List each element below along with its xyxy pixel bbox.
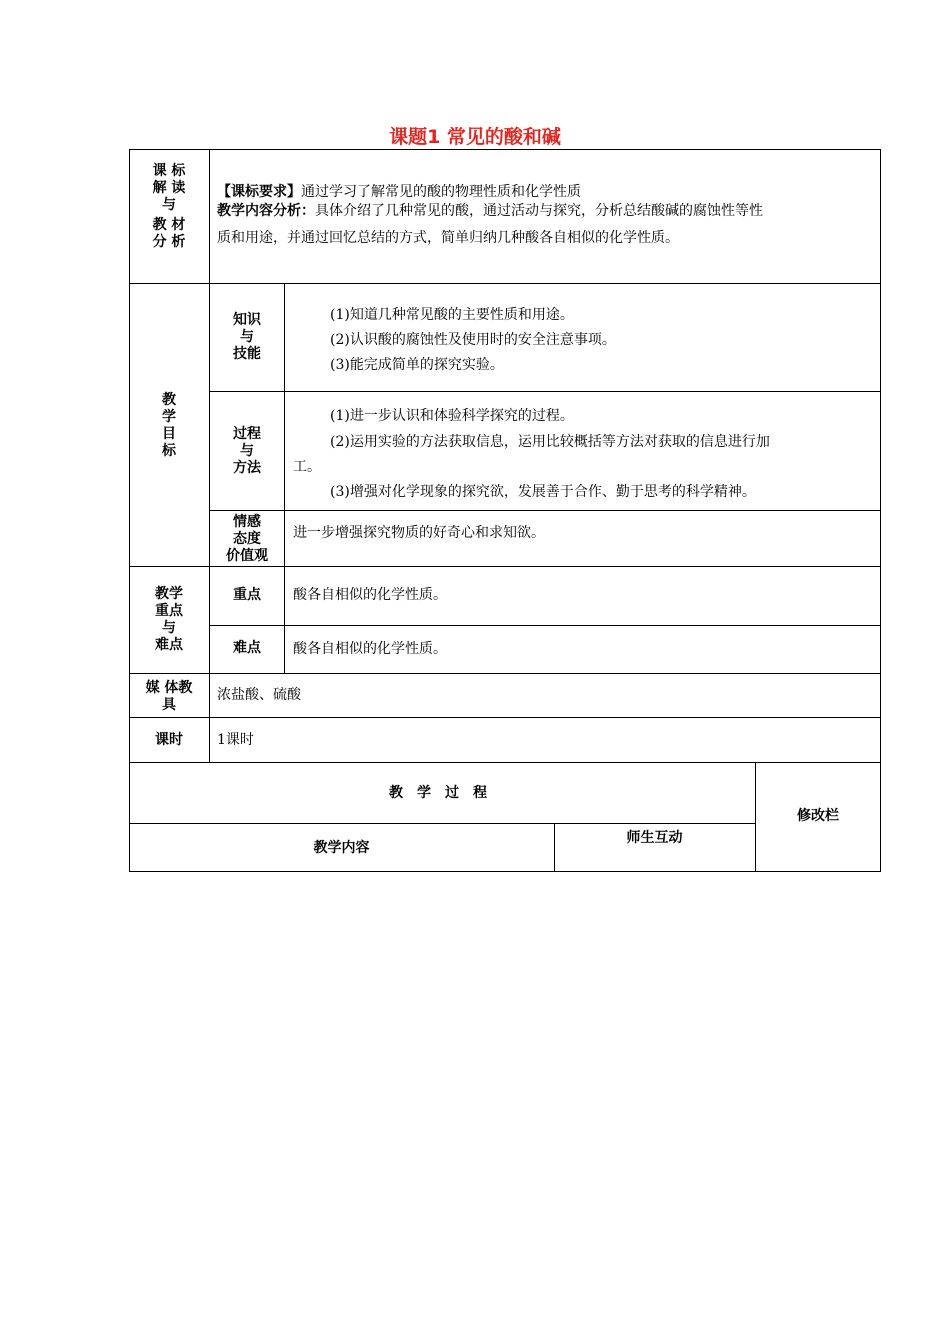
key-point-label: 重点	[233, 587, 261, 603]
knowledge-item: (2)认识酸的腐蚀性及使用时的安全注意事项。	[330, 332, 616, 348]
teaching-process-header: 教学过程	[389, 785, 501, 801]
table-line	[129, 717, 881, 718]
table-line	[129, 566, 881, 567]
class-hours-label: 课时	[155, 732, 183, 748]
process-item: (3)增强对化学现象的探究欲，发展善于合作、勤于思考的科学精神。	[330, 484, 756, 500]
content-analysis-line-2: 质和用途，并通过回忆总结的方式，简单归纳几种酸各自相似的化学性质。	[217, 230, 679, 246]
difficult-point-text: 酸各自相似的化学性质。	[293, 641, 447, 657]
key-point-text: 酸各自相似的化学性质。	[293, 587, 447, 603]
table-line	[209, 510, 881, 511]
table-line	[129, 762, 881, 763]
knowledge-item: (3)能完成简单的探究实验。	[330, 357, 504, 373]
standards-requirement: 【课标要求】通过学习了解常见的酸的物理性质和化学性质	[217, 184, 581, 200]
table-line	[129, 823, 755, 824]
table-line	[129, 673, 881, 674]
knowledge-item: (1)知道几种常见酸的主要性质和用途。	[330, 307, 574, 323]
media-text: 浓盐酸、硫酸	[217, 687, 301, 703]
teaching-goals-label: 教 学 目 标	[162, 392, 176, 459]
teacher-student-interaction-header: 师生互动	[626, 830, 683, 846]
content-analysis-line-1: 教学内容分析：具体介绍了几种常见的酸，通过活动与探究，分析总结酸碱的腐蚀性等性	[217, 203, 763, 219]
emotion-text: 进一步增强探究物质的好奇心和求知欲。	[293, 525, 545, 541]
key-difficult-label: 教学 重点 与 难点	[155, 586, 183, 653]
difficult-point-label: 难点	[233, 640, 261, 656]
process-methods-label: 过程 与 方法	[233, 426, 261, 476]
media-label: 媒 体教 具	[145, 680, 193, 713]
table-line	[129, 283, 881, 284]
revision-column-header: 修改栏	[797, 808, 839, 824]
class-hours-text: 1课时	[217, 732, 254, 748]
emotion-attitude-label: 情感 态度 价值观	[226, 514, 268, 564]
table-line	[209, 391, 881, 392]
process-item: 工。	[293, 459, 321, 475]
process-item: (2)运用实验的方法获取信息，运用比较概括等方法对获取的信息进行加	[330, 434, 770, 450]
teaching-content-header: 教学内容	[313, 840, 370, 856]
page-title: 课题1 常见的酸和碱	[389, 126, 561, 148]
process-item: (1)进一步认识和体验科学探究的过程。	[330, 408, 574, 424]
knowledge-skills-label: 知识 与 技能	[233, 312, 261, 362]
table-line	[209, 625, 881, 626]
standards-analysis-label: 课 标 解 读 与 教 材 分 析	[152, 163, 186, 250]
